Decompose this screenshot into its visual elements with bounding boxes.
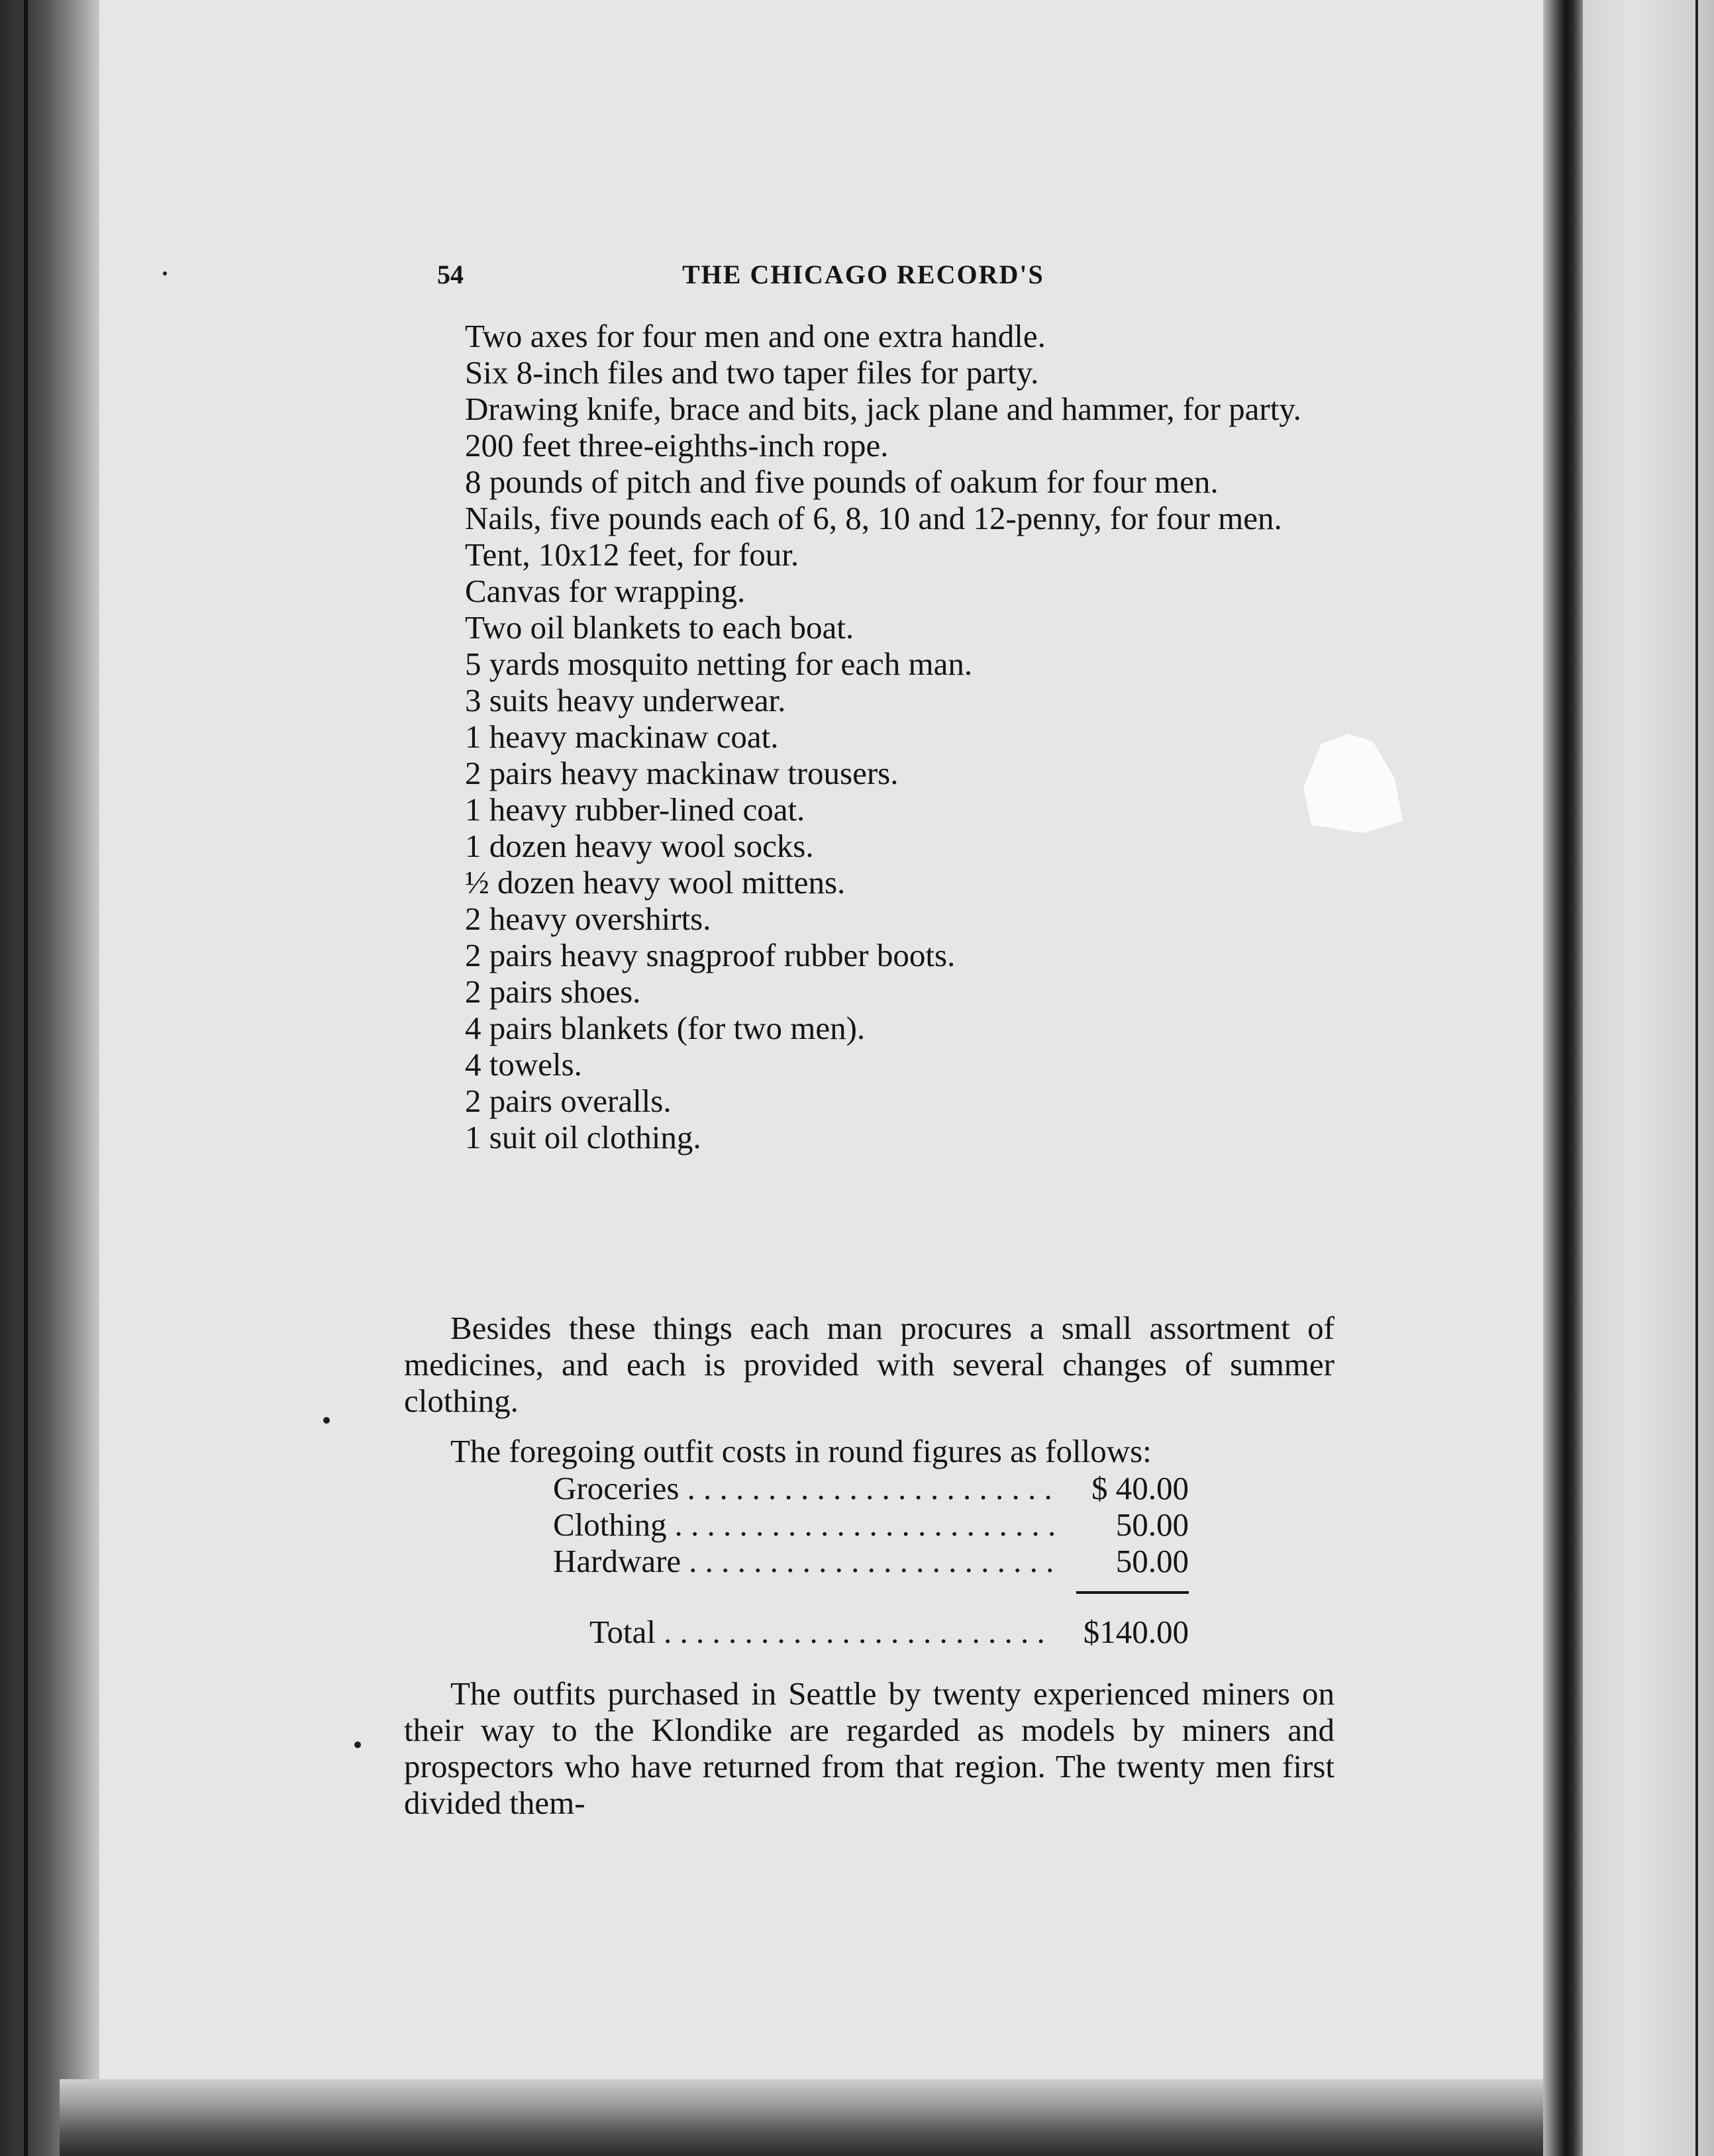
total-rule [1076,1591,1189,1594]
cost-row [553,1506,1189,1543]
book-spine [0,0,99,2156]
dot-leader [689,1543,1055,1579]
list-item: 4 towels. [465,1046,582,1083]
foregoing-paragraph [404,1433,1335,1469]
cost-label: Clothing [553,1506,667,1543]
list-item: 2 pairs heavy mackinaw trousers. [465,755,899,791]
list-item: Two axes for four men and one extra handle. [465,318,1046,354]
list-item: 8 pounds of pitch and five pounds of oakum for four men. [465,464,1219,500]
dot-leader [675,1506,1055,1543]
paragraph-text: The outfits purchased in Seattle by twenty experienced miners on their way to the Klondike are regarded as models by miners and prospectors who have returned from that region. The twenty men first divided them- [404,1675,1335,1821]
list-item: 1 heavy mackinaw coat. [465,718,779,755]
cost-amount: 50.00 [1115,1543,1189,1579]
list-item: 2 pairs overalls. [465,1083,672,1119]
page-number: 54 [437,260,464,289]
facing-page-border [1695,0,1698,2156]
list-item: 4 pairs blankets (for two men). [465,1010,866,1046]
ink-speck [163,271,167,275]
page-bottom-edge [60,2079,1562,2156]
list-item: 5 yards mosquito netting for each man. [465,646,973,682]
cost-row [553,1470,1189,1506]
list-item: 3 suits heavy underwear. [465,682,786,718]
besides-paragraph [404,1310,1335,1419]
paragraph-text: The foregoing outfit costs in round figures as follows: [450,1433,1152,1469]
outfits-paragraph [404,1675,1335,1821]
list-item: Nails, five pounds each of 6, 8, 10 and 12-penny, for four men. [465,500,1282,536]
total-row [589,1614,1189,1650]
list-item: 1 dozen heavy wool socks. [465,828,814,864]
cost-label: Hardware [553,1543,681,1579]
list-item: 2 pairs shoes. [465,973,641,1010]
page-header [437,254,1351,293]
cost-amount: 50.00 [1115,1506,1189,1543]
dot-leader [687,1470,1055,1506]
list-item: Two oil blankets to each boat. [465,609,854,646]
running-title: THE CHICAGO RECORD'S [682,260,1044,289]
total-label: Total [589,1614,656,1650]
list-item: Tent, 10x12 feet, for four. [465,536,799,573]
spine-edge [24,0,28,2156]
list-item: 1 suit oil clothing. [465,1119,701,1155]
total-amount: $140.00 [1083,1614,1189,1650]
list-item: Canvas for wrapping. [465,573,746,609]
cost-row [553,1543,1189,1579]
list-item: 200 feet three-eighths-inch rope. [465,427,889,464]
paragraph-text: Besides these things each man procures a small assortment of medicines, and each is provided with several changes of summer clothing. [404,1310,1335,1419]
list-item: Drawing knife, brace and bits, jack plane and hammer, for party. [465,391,1301,427]
ink-speck [354,1741,361,1748]
cost-table [553,1470,1189,1650]
outfit-list [424,318,1351,1155]
list-item: ½ dozen heavy wool mittens. [465,864,846,901]
list-item: 2 pairs heavy snagproof rubber boots. [465,937,956,973]
dot-leader [664,1614,1055,1650]
cost-amount: $ 40.00 [1091,1470,1189,1506]
facing-page-edge [1583,0,1714,2156]
list-item: 2 heavy overshirts. [465,901,711,937]
list-item: 1 heavy rubber-lined coat. [465,791,805,828]
page-gutter [1543,0,1583,2156]
ink-speck [323,1417,330,1424]
list-item: Six 8-inch files and two taper files for party. [465,354,1039,391]
cost-label: Groceries [553,1470,680,1506]
